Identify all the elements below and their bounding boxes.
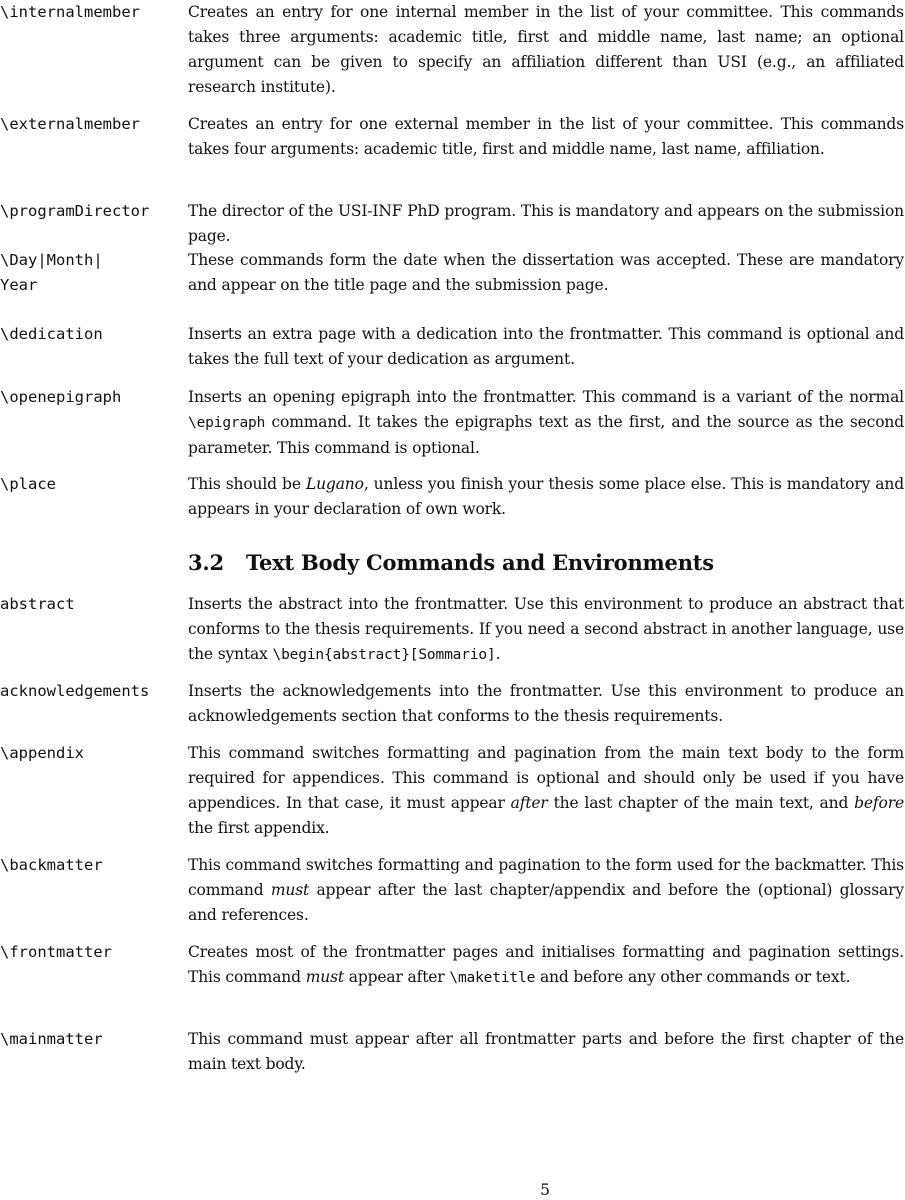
command-description [188, 741, 904, 841]
inline-code: \epigraph [188, 415, 266, 431]
description-text: These commands form the date when the dissertation was accepted. These are mandatory and appear on the title page and the submission page. [188, 251, 904, 294]
command-description [188, 940, 904, 991]
description-text: and before any other commands or text. [535, 968, 851, 986]
inline-code: \maketitle [449, 970, 536, 986]
emphasis-text: must [270, 881, 310, 899]
command-name: \mainmatter [0, 1030, 103, 1048]
description-text: appear after the last chapter/appendix and before the (optional) glossary and references. [188, 881, 904, 924]
emphasis-text: Lugano [305, 475, 364, 493]
description-text: This should be [188, 475, 306, 493]
description-text: This command must appear after all frontmatter parts and before the first chapter of the main text body. [188, 1030, 904, 1073]
command-description [188, 679, 904, 729]
emphasis-text: must [305, 968, 344, 986]
command-description [188, 199, 904, 249]
command-name: acknowledgements [0, 682, 150, 700]
command-description [188, 853, 904, 928]
command-name: \externalmember [0, 115, 140, 133]
description-text: Creates an entry for one external member in the list of your committee. This commands takes four arguments: academic title, first and middle name, last name, affiliation. [188, 115, 904, 158]
inline-code: \begin{abstract}[Sommario] [272, 647, 496, 663]
description-text: , unless you finish your thesis some place else. This is mandatory and appears in your declaration of own work. [188, 475, 904, 518]
description-text: command. It takes the epigraphs text as the first, and the source as the second parameter. This command is optional. [188, 413, 904, 457]
command-name: abstract [0, 595, 75, 613]
command-name: \frontmatter [0, 943, 112, 961]
command-description [188, 322, 904, 372]
page-number: 5 [540, 1181, 550, 1199]
description-text: This command switches formatting and pagination to the form used for the backmatter. This command [188, 856, 904, 899]
command-description [188, 248, 904, 298]
description-text: Inserts an opening epigraph into the frontmatter. This command is a variant of the normal [188, 388, 904, 406]
section-title: Text Body Commands and Environments [245, 550, 714, 575]
description-text: Inserts an extra page with a dedication into the frontmatter. This command is optional and takes the full text of your dedication as argument. [188, 325, 904, 368]
description-text: Inserts the abstract into the frontmatter. Use this environment to produce an abstract that conforms to the thesis requirements. If you need a second abstract in another language, use the syntax [188, 595, 904, 663]
description-text: Creates most of the frontmatter pages and initialises formatting and pagination settings. This command [188, 943, 904, 986]
command-description [188, 592, 904, 668]
description-text: This command switches formatting and pagination from the main text body to the form required for appendices. This command is optional and should only be used if you have appendices. In that case, it must appear [188, 744, 904, 812]
command-description [188, 385, 904, 461]
emphasis-text: after [510, 794, 548, 812]
section-heading [188, 548, 714, 578]
description-text: Inserts the acknowledgements into the frontmatter. Use this environment to produce an acknowledgements section that conforms to the thesis requirements. [188, 682, 904, 725]
command-name: \Day|Month| Year [0, 251, 103, 294]
description-text: Creates an entry for one internal member in the list of your committee. This commands takes three arguments: academic title, first and middle name, last name; an optional argument can be given to specify an affiliation different than USI (e.g., an affiliated research institute). [188, 3, 904, 96]
emphasis-text: before [854, 794, 904, 812]
command-description [188, 472, 904, 522]
description-text: the first appendix. [188, 819, 330, 837]
command-name: \internalmember [0, 3, 140, 21]
description-text: appear after [343, 968, 450, 986]
command-name: \openepigraph [0, 388, 122, 406]
command-name: \place [0, 475, 56, 493]
command-name: \dedication [0, 325, 103, 343]
command-name: \programDirector [0, 202, 150, 220]
command-description [188, 112, 904, 162]
section-number: 3.2 [188, 550, 224, 575]
command-description [188, 1027, 904, 1077]
description-text: The director of the USI-INF PhD program. This is mandatory and appears on the submission page. [188, 202, 904, 245]
description-text: the last chapter of the main text, and [547, 794, 855, 812]
command-description [188, 0, 904, 100]
command-name: \appendix [0, 744, 84, 762]
description-text: . [495, 645, 501, 663]
command-name: \backmatter [0, 856, 103, 874]
